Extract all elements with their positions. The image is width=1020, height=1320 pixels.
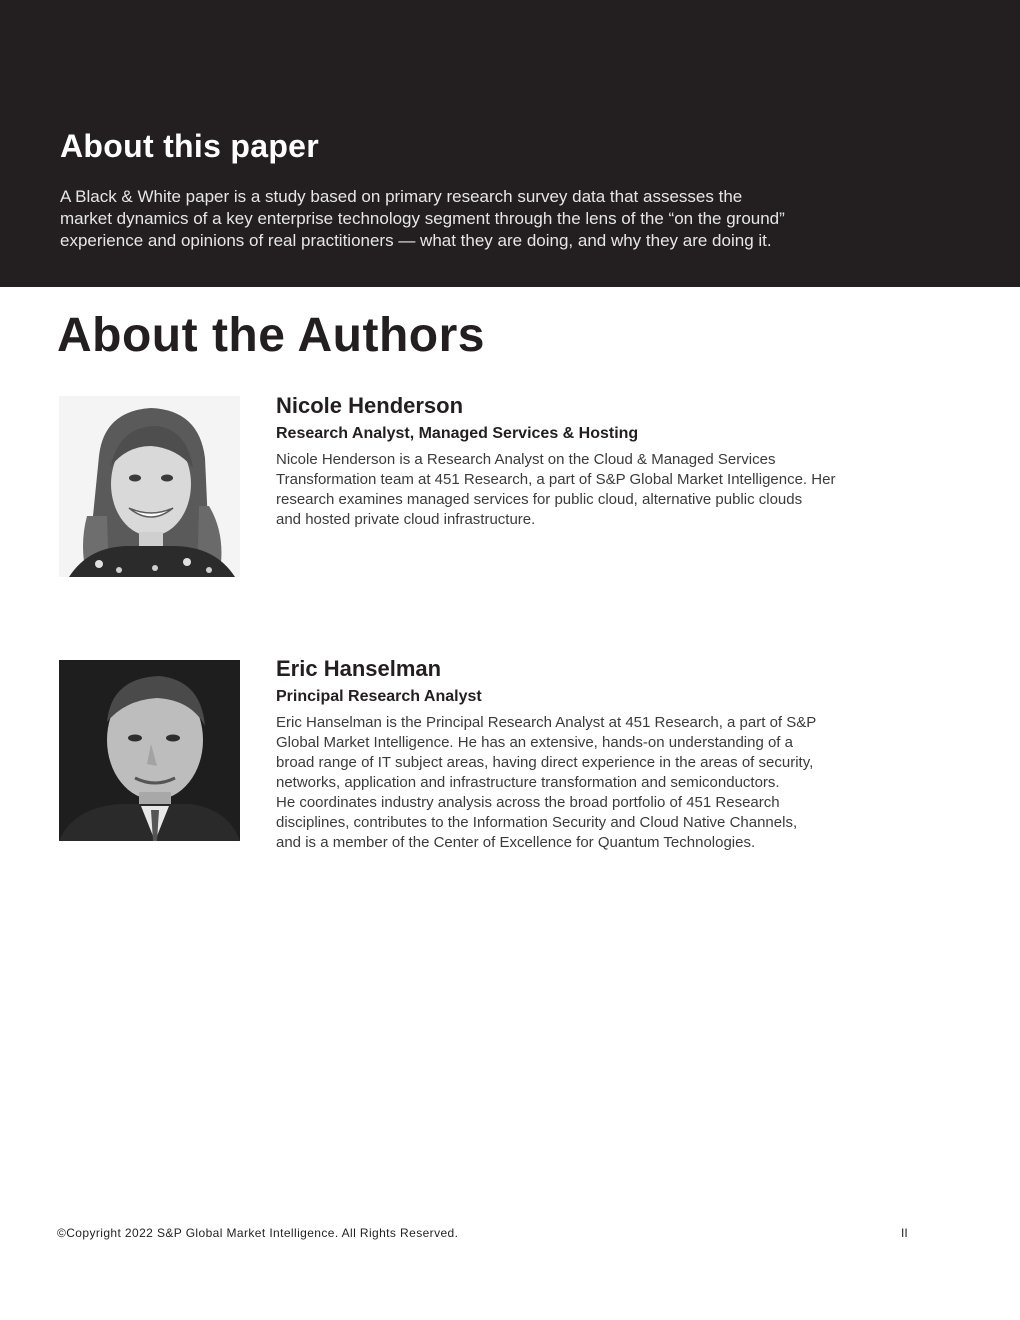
author-bio-line: disciplines, contributes to the Information Security and Cloud Native Channels, bbox=[276, 814, 798, 831]
about-paper-line: market dynamics of a key enterprise technology segment through the lens of the “on the ground” bbox=[60, 209, 785, 228]
author-name: Nicole Henderson bbox=[276, 393, 464, 418]
author-photo-nicole-henderson bbox=[59, 396, 240, 577]
author-role: Research Analyst, Managed Services & Hosting bbox=[276, 425, 639, 442]
author-bio-line: Transformation team at 451 Research, a part of S&P Global Market Intelligence. Her bbox=[276, 471, 836, 488]
author-bio-line: Nicole Henderson is a Research Analyst on the Cloud & Managed Services bbox=[276, 451, 776, 468]
author-name: Eric Hanselman bbox=[276, 656, 442, 681]
about-paper-description bbox=[60, 186, 890, 252]
about-paper-line: experience and opinions of real practitioners — what they are doing, and why they are doing it. bbox=[60, 231, 772, 250]
author-bio-line: research examines managed services for public cloud, alternative public clouds bbox=[276, 491, 803, 508]
author-bio-line: Eric Hanselman is the Principal Research Analyst at 451 Research, a part of S&P bbox=[276, 714, 817, 731]
page-number: II bbox=[901, 1226, 908, 1240]
about-paper-line: A Black & White paper is a study based on primary research survey data that assesses the bbox=[60, 187, 743, 206]
about-paper-banner bbox=[0, 0, 1020, 287]
footer-copyright: ©Copyright 2022 S&P Global Market Intelligence. All Rights Reserved. bbox=[57, 1226, 459, 1240]
author-bio-line: and is a member of the Center of Excellence for Quantum Technologies. bbox=[276, 834, 756, 851]
author-bio-line: networks, application and infrastructure transformation and semiconductors. bbox=[276, 774, 780, 791]
author-bio bbox=[276, 450, 916, 530]
author-bio-line: broad range of IT subject areas, having direct experience in the areas of security, bbox=[276, 754, 814, 771]
author-role: Principal Research Analyst bbox=[276, 688, 482, 705]
author-photo-eric-hanselman bbox=[59, 660, 240, 841]
author-bio-line: He coordinates industry analysis across the broad portfolio of 451 Research bbox=[276, 794, 780, 811]
author-bio bbox=[276, 713, 916, 853]
about-paper-title: About this paper bbox=[60, 128, 320, 164]
author-bio-line: and hosted private cloud infrastructure. bbox=[276, 511, 536, 528]
authors-heading: About the Authors bbox=[57, 309, 485, 362]
author-bio-line: Global Market Intelligence. He has an extensive, hands-on understanding of a bbox=[276, 734, 793, 751]
